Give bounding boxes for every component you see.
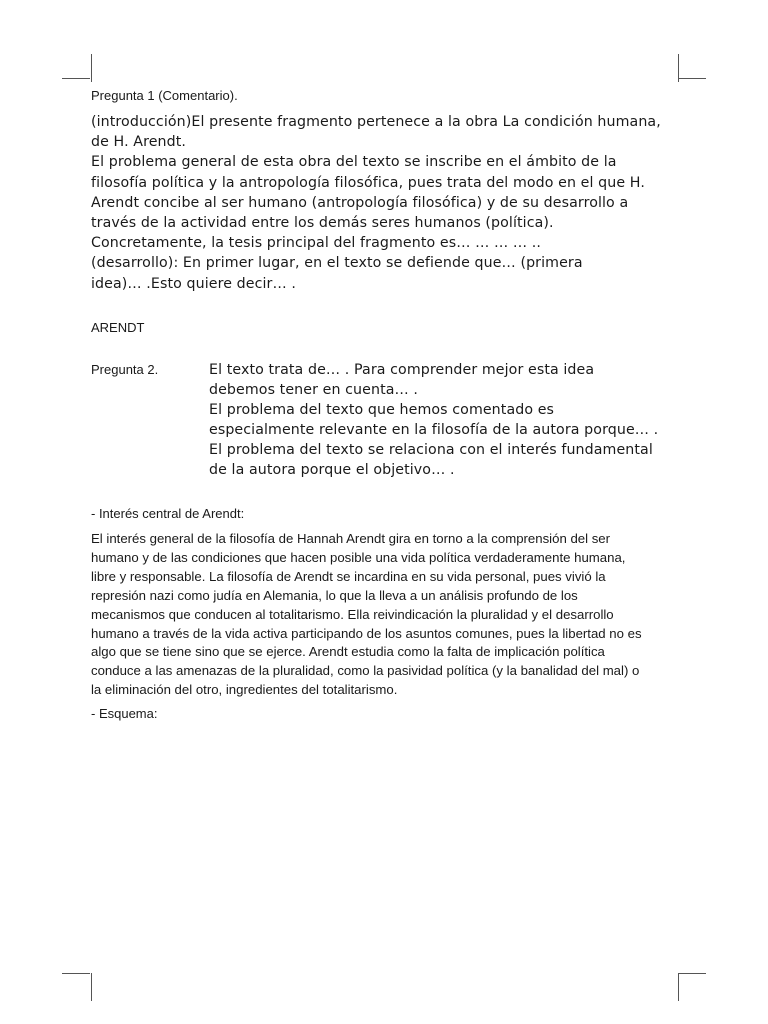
crop-mark-top-left-vertical [91, 54, 92, 82]
interes-line: humano y de las condiciones que hacen posible una vida política verdaderamente humana, [91, 549, 626, 565]
question-1-line: de H. Arendt. [91, 134, 187, 151]
interes-line: algo que se tiene sino que se ejerce. Arendt estudia como la falta de implicación política [91, 644, 605, 660]
question-1-line: través de la actividad entre los demás seres humanos (política). [91, 215, 554, 232]
question-2-line: debemos tener en cuenta… . [209, 382, 419, 399]
crop-mark-bottom-right-vertical [678, 973, 679, 1001]
question-2-line: El problema del texto se relaciona con el interés fundamental [209, 442, 653, 459]
esquema-heading: - Esquema: [91, 706, 158, 721]
question-2-label: Pregunta 2. [91, 362, 159, 377]
question-1-line: El problema general de esta obra del texto se inscribe en el ámbito de la [91, 154, 617, 171]
question-1-line: Concretamente, la tesis principal del fragmento es… … … … .. [91, 235, 542, 252]
question-2-line: El texto trata de… . Para comprender mejor esta idea [209, 362, 595, 378]
interes-line: mecanismos que conducen al totalitarismo. Ella reivindicación la pluralidad y el desarrollo [91, 606, 614, 622]
interes-paragraph [91, 530, 686, 700]
question-1-body [91, 112, 681, 294]
question-2-line: de la autora porque el objetivo… . [209, 462, 455, 479]
crop-mark-bottom-right-horizontal [678, 973, 706, 974]
question-1-heading: Pregunta 1 (Comentario). [91, 88, 238, 103]
crop-mark-top-right-horizontal [678, 78, 706, 79]
question-1-line: (introducción)El presente fragmento pertenece a la obra La condición humana, [91, 114, 661, 130]
question-1-line: filosofía política y la antropología filosófica, pues trata del modo en el que H. [91, 174, 645, 191]
question-2-line: especialmente relevante en la filosofía de la autora porque… . [209, 422, 659, 439]
interes-line: conduce a las amenazas de la pluralidad, como la pasividad política (y la banalidad del mal) o [91, 663, 640, 679]
question-1-line: (desarrollo): En primer lugar, en el texto se defiende que… (primera [91, 255, 583, 272]
crop-mark-top-left-horizontal [62, 78, 90, 79]
question-2-line: El problema del texto que hemos comentado es [209, 402, 555, 419]
crop-mark-bottom-left-horizontal [62, 973, 90, 974]
interes-line: libre y responsable. La filosofía de Arendt se incardina en su vida personal, pues vivió la [91, 568, 606, 584]
arendt-label: ARENDT [91, 320, 145, 335]
interes-line: la eliminación del otro, ingredientes del totalitarismo. [91, 682, 398, 698]
question-1-line: Arendt concibe al ser humano (antropología filosófica) y de su desarrollo a [91, 194, 629, 211]
interes-line: humano a través de la vida activa participando de los asuntos comunes, pues la libertad no es [91, 625, 642, 641]
interes-heading: - Interés central de Arendt: [91, 506, 245, 521]
interes-line: El interés general de la filosofía de Hannah Arendt gira en torno a la comprensión del ser [91, 531, 611, 546]
question-1-line: idea)… .Esto quiere decir… . [91, 275, 296, 292]
interes-line: represión nazi como judía en Alemania, lo que la lleva a un análisis profundo de los [91, 587, 578, 603]
question-2-body [209, 360, 679, 481]
crop-mark-bottom-left-vertical [91, 973, 92, 1001]
